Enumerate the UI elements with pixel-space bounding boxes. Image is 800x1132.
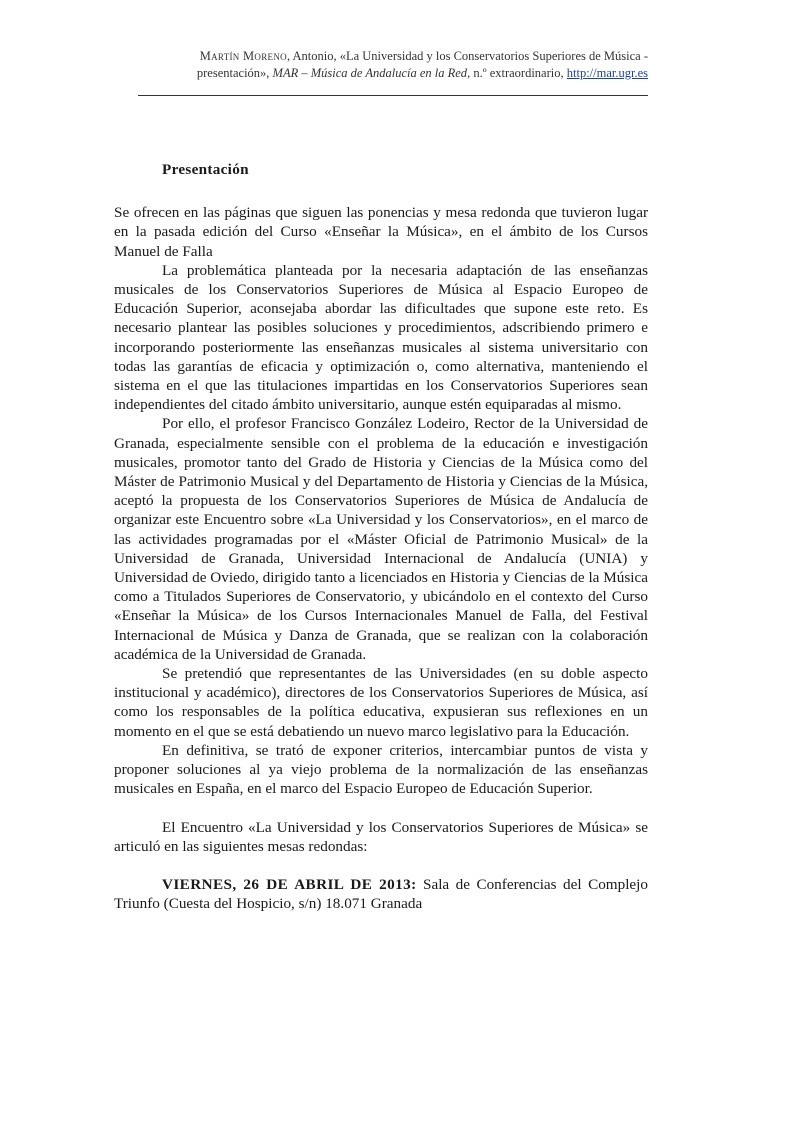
- paragraph-5: En definitiva, se trató de exponer criterios, intercambiar puntos de vista y proponer soluciones al ya viejo problema de la normalización de las enseñanzas musicales en España, en el marco del Espacio Europeo de Educación Superior.: [114, 741, 648, 798]
- header-rule: [138, 95, 648, 96]
- citation-line2-b: , n.º extraordinario,: [467, 66, 567, 80]
- citation-header: [138, 48, 648, 82]
- paragraph-3: Por ello, el profesor Francisco González Lodeiro, Rector de la Universidad de Granada, especialmente sensible con el problema de la educación e investigación musicales, promotor tanto del Grado de Historia y Ciencias de la Música como del Máster de Patrimonio Musical y del Departamento de Historia y Ciencias de la Música, aceptó la propuesta de los Conservatorios Superiores de Música de Andalucía de organizar este Encuentro sobre «La Universidad y los Conservatorios», en el marco de las actividades programadas por el «Máster Oficial de Patrimonio Musical» de la Universidad de Granada, Universidad Internacional de Andalucía (UNIA) y Universidad de Oviedo, dirigido tanto a licenciados en Historia y Ciencias de la Música como a Titulados Superiores de Conservatorio, y ubicándolo en el contexto del Curso «Enseñar la Música» de los Cursos Internacionales Manuel de Falla, del Festival Internacional de Música y Danza de Granada, que se realizan con la colaboración académica de la Universidad de Granada.: [114, 415, 648, 663]
- paragraph-7: [114, 875, 648, 913]
- citation-author: Martín Moreno: [199, 49, 287, 63]
- paragraph-1: Se ofrecen en las páginas que siguen las ponencias y mesa redonda que tuvieron lugar en la pasada edición del Curso «Enseñar la Música», en el ámbito de los Cursos Manuel de Falla: [114, 204, 648, 260]
- section-title: Presentación: [162, 161, 249, 178]
- citation-line1: , Antonio, «La Universidad y los Conservatorios Superiores de Música -: [286, 49, 648, 63]
- journal-url-link[interactable]: http://mar.ugr.es: [566, 66, 648, 80]
- paragraph-6: El Encuentro «La Universidad y los Conservatorios Superiores de Música» se articuló en las siguientes mesas redondas:: [114, 818, 648, 855]
- paragraph-2: La problemática planteada por la necesaria adaptación de las enseñanzas musicales de los Conservatorios Superiores de Música al Espacio Europeo de Educación Superior, aconsejaba abordar las dificultades que supone este reto. Es necesario plantear las posibles soluciones y procedimientos, adscribiendo primero e incorporando posteriormente las enseñanzas musicales al sistema universitario con todas las garantías de eficacia y optimización o, como alternativa, manteniendo el sistema en el que las titulaciones impartidas en los Conservatorios Superiores sean independientes del citado ámbito universitario, aunque estén equiparadas al mismo.: [114, 261, 648, 414]
- paragraph-4: Se pretendió que representantes de las Universidades (en su doble aspecto institucional y académico), directores de los Conservatorios Superiores de Música, así como los responsables de la política educativa, expusieran sus reflexiones en un momento en el que se está debatiendo un nuevo marco legislativo para la Educación.: [114, 665, 648, 740]
- document-body: [114, 160, 648, 913]
- citation-journal: MAR – Música de Andalucía en la Red: [272, 66, 468, 80]
- citation-line2-a: presentación»,: [196, 66, 273, 80]
- event-venue: Sala de Conferencias del Complejo Triunfo (Cuesta del Hospicio, s/n) 18.071 Granada: [114, 875, 648, 913]
- event-date: VIERNES, 26 DE ABRIL DE 2013:: [162, 875, 417, 893]
